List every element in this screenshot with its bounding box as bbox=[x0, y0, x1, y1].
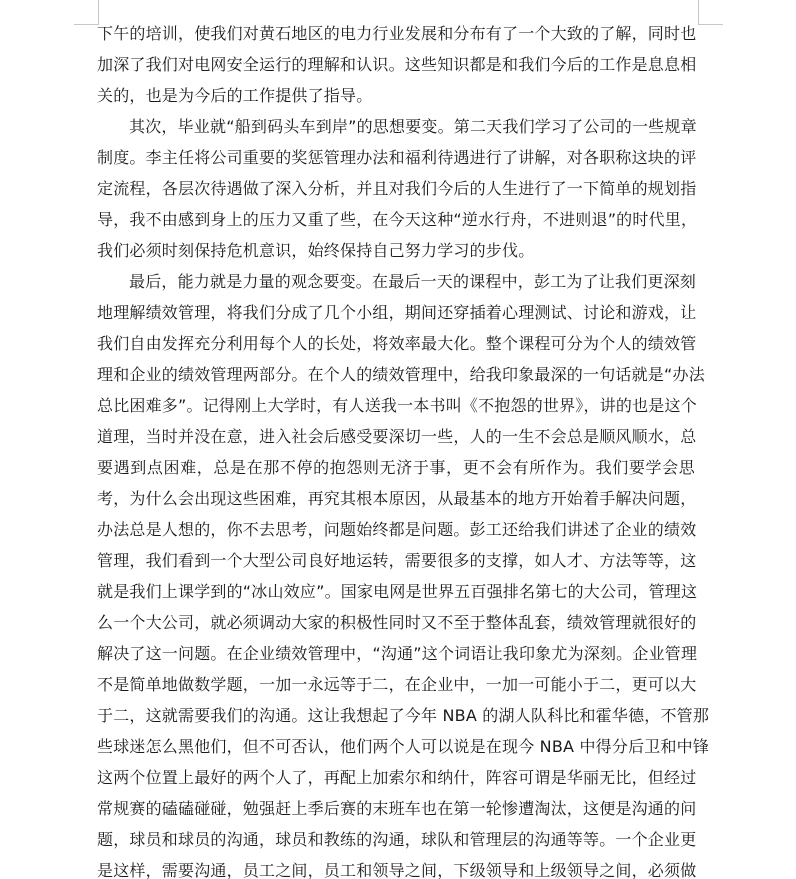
text-line: 不是简单地做数学题，一加一永远等于二，在企业中，一加一可能小于二，更可以大 bbox=[97, 675, 697, 694]
text-line: 管理，我们看到一个大型公司良好地运转，需要很多的支撑，如人才、方法等等，这 bbox=[97, 551, 697, 570]
text-line: 下午的培训，使我们对黄石地区的电力行业发展和分布有了一个大致的了解，同时也 bbox=[97, 24, 697, 43]
text-line: 关的，也是为今后的工作提供了指导。 bbox=[97, 86, 373, 105]
text-line: 加深了我们对电网安全运行的理解和认识。这些知识都是和我们今后的工作是息息相 bbox=[97, 55, 697, 74]
crop-mark-top-left bbox=[74, 0, 99, 25]
text-line: 我们必须时刻保持危机意识，始终保持自己努力学习的步伐。 bbox=[97, 241, 535, 260]
text-line: 导，我不由感到身上的压力又重了些，在今天这种“逆水行舟，不进则退”的时代里， bbox=[97, 210, 698, 229]
text-line: 制度。李主任将公司重要的奖惩管理办法和福利待遇进行了讲解，对各职称这块的评 bbox=[97, 148, 697, 167]
text-line: 题，球员和球员的沟通，球员和教练的沟通，球队和管理层的沟通等等。一个企业更 bbox=[97, 830, 697, 849]
text-line: 总比困难多”。记得刚上大学时，有人送我一本书叫《不抱怨的世界》，讲的也是这个 bbox=[97, 396, 697, 415]
text-line: 解决了这一问题。在企业绩效管理中，“沟通”这个词语让我印象尤为深刻。企业管理 bbox=[97, 644, 698, 663]
text-line: 地理解绩效管理，将我们分成了几个小组，期间还穿插着心理测试、讨论和游戏，让 bbox=[97, 303, 697, 322]
text-line: 定流程，各层次待遇做了深入分析，并且对我们今后的人生进行了一下简单的规划指 bbox=[97, 179, 697, 198]
text-line: 这两个位置上最好的两个人了，再配上加索尔和纳什，阵容可谓是华丽无比，但经过 bbox=[97, 768, 697, 787]
text-line: 我们自由发挥充分利用每个人的长处，将效率最大化。整个课程可分为个人的绩效管 bbox=[97, 334, 697, 353]
text-line: 理和企业的绩效管理两部分。在个人的绩效管理中，给我印象最深的一句话就是“办法 bbox=[97, 365, 705, 384]
text-line: 么一个大公司，就必须调动大家的积极性同时又不至于整体乱套，绩效管理就很好的 bbox=[97, 613, 697, 632]
text-line: 考，为什么会出现这些困难，再究其根本原因，从最基本的地方开始着手解决问题， bbox=[97, 489, 697, 508]
crop-mark-top-right bbox=[698, 0, 723, 25]
text-line: 常规赛的磕磕碰碰，勉强赶上季后赛的末班车也在第一轮惨遭淘汰，这便是沟通的问 bbox=[97, 799, 697, 818]
text-line: 道理，当时并没在意，进入社会后感受要深切一些，人的一生不会总是顺风顺水，总 bbox=[97, 427, 697, 446]
text-line: 要遇到点困难，总是在那不停的抱怨则无济于事，更不会有所作为。我们要学会思 bbox=[97, 458, 695, 477]
text-line: 最后，能力就是力量的观念要变。在最后一天的课程中，彭工为了让我们更深刻 bbox=[129, 272, 697, 291]
text-line: 其次，毕业就“船到码头车到岸”的思想要变。第二天我们学习了公司的一些规章 bbox=[129, 117, 697, 136]
text-line: 就是我们上课学到的“冰山效应”。国家电网是世界五百强排名第七的大公司，管理这 bbox=[97, 582, 698, 601]
text-line: 些球迷怎么黑他们，但不可否认，他们两个人可以说是在现今 NBA 中得分后卫和中锋 bbox=[97, 737, 710, 756]
text-line: 是这样，需要沟通，员工之间，员工和领导之间，下级领导和上级领导之间，必须做 bbox=[97, 861, 697, 879]
document-body bbox=[97, 18, 710, 879]
text-line: 于二，这就需要我们的沟通。这让我想起了今年 NBA 的湖人队科比和霍华德，不管那 bbox=[97, 706, 710, 725]
text-line: 办法总是人想的，你不去思考，问题始终都是问题。彭工还给我们讲述了企业的绩效 bbox=[97, 520, 697, 539]
